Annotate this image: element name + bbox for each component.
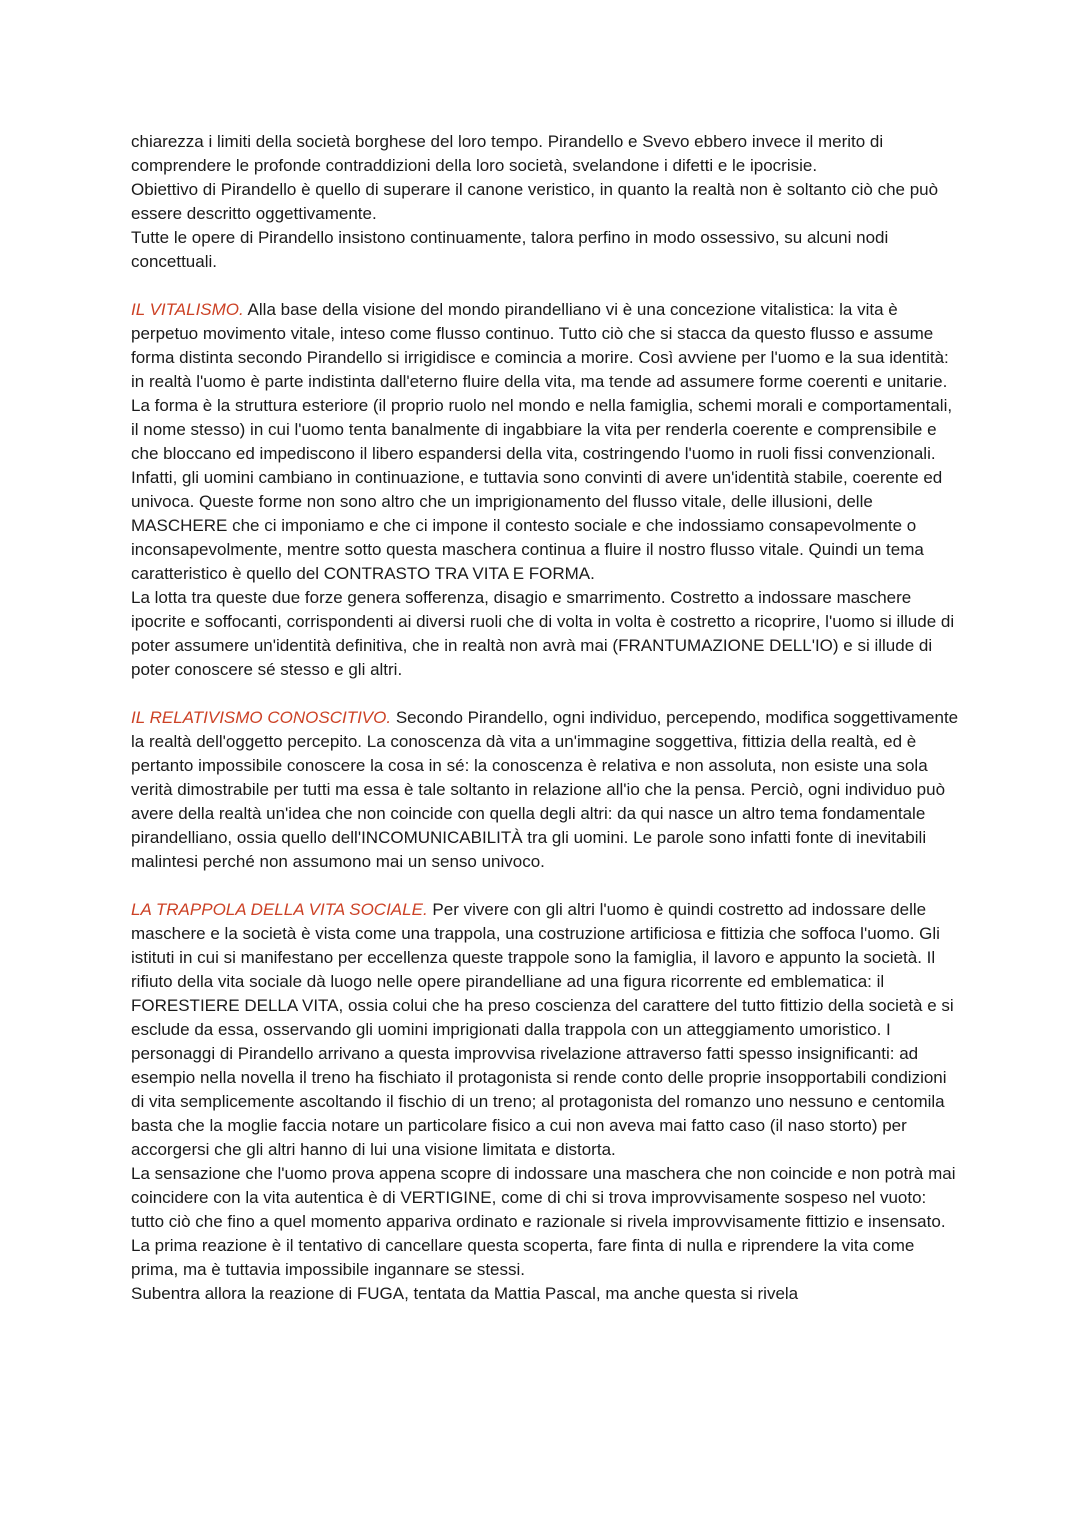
trappola-paragraph-2: La sensazione che l'uomo prova appena scopre di indossare una maschera che non coincide e non potrà mai coincidere con la vita autentica è di VERTIGINE, come di chi si trova improvvisamente sospeso nel vuoto: tutto ciò che fino a quel momento appariva ordinato e razionale si rivela improvvisamente fittizio e insensato. La prima reazione è il tentativo di cancellare questa scoperta, fare finta di nulla e riprendere la vita come prima, ma è tuttavia impossibile ingannare se stessi. (131, 1164, 956, 1279)
intro-section (131, 130, 961, 274)
vitalismo-section (131, 298, 961, 682)
trappola-paragraph-1 (131, 898, 961, 1162)
vitalismo-paragraph-1 (131, 298, 961, 586)
vitalismo-paragraph-2: La lotta tra queste due forze genera sofferenza, disagio e smarrimento. Costretto a indossare maschere ipocrite e soffocanti, corrispondenti ai diversi ruoli che di volta in volta è costretto a ricoprire, l'uomo si illude di poter assumere un'identità definitiva, che in realtà non avrà mai (FRANTUMAZIONE DELL'IO) e si illude di poter conoscere sé stesso e gli altri. (131, 588, 955, 679)
relativismo-heading: IL RELATIVISMO CONOSCITIVO. (131, 708, 392, 727)
intro-paragraph-1: chiarezza i limiti della società borghese del loro tempo. Pirandello e Svevo ebbero invece il merito di comprendere le profonde contraddizioni della loro società, svelandone i difetti e le ipocrisie. (131, 132, 884, 175)
relativismo-paragraph-1 (131, 706, 961, 874)
relativismo-section (131, 706, 961, 874)
intro-paragraph-2: Obiettivo di Pirandello è quello di superare il canone veristico, in quanto la realtà non è soltanto ciò che può essere descritto oggettivamente. (131, 180, 939, 223)
trappola-text-1: Per vivere con gli altri l'uomo è quindi costretto ad indossare delle maschere e la società è vista come una trappola, una costruzione artificiosa e fittizia che soffoca l'uomo. Gli istituti in cui si manifestano per eccellenza queste trappole sono la famiglia, il lavoro e appunto la società. Il rifiuto della vita sociale dà luogo nelle opere pirandelliane ad una figura ricorrente ed emblematica: il FORESTIERE DELLA VITA, ossia colui che ha preso coscienza del carattere del tutto fittizio della società e si esclude da essa, osservando gli uomini imprigionati dalla trappola con un atteggiamento umoristico. I personaggi di Pirandello arrivano a questa improvvisa rivelazione attraverso fatti spesso insignificanti: ad esempio nella novella il treno ha fischiato il protagonista si rende conto delle proprie insopportabili condizioni di vita semplicemente ascoltando il fischio di un treno; al protagonista del romanzo uno nessuno e centomila basta che la moglie faccia notare un particolare fisico a cui non aveva mai fatto caso (il naso storto) per accorgersi che gli altri hanno di lui una visione limitata e distorta. (131, 900, 954, 1159)
vitalismo-text-1: Alla base della visione del mondo pirandelliano vi è una concezione vitalistica: la vita è perpetuo movimento vitale, inteso come flusso continuo. Tutto ciò che si stacca da questo flusso e assume forma distinta secondo Pirandello si irrigidisce e comincia a morire. Così avviene per l'uomo e la sua identità: in realtà l'uomo è parte indistinta dall'eterno fluire della vita, ma tende ad assumere forme coerenti e unitarie. La forma è la struttura esteriore (il proprio ruolo nel mondo e nella famiglia, schemi morali e comportamentali, il nome stesso) in cui l'uomo tenta banalmente di ingabbiare la vita per renderla coerente e comprensibile e che bloccano ed impediscono il libero espandersi della vita, costringendo l'uomo in ruoli fissi convenzionali. Infatti, gli uomini cambiano in continuazione, e tuttavia sono convinti di avere un'identità stabile, coerente ed univoca. Queste forme non sono altro che un imprigionamento del flusso vitale, delle illusioni, delle MASCHERE che ci imponiamo e che ci impone il contesto sociale e che indossiamo consapevolmente o inconsapevolmente, mentre sotto questa maschera continua a fluire il nostro flusso vitale. Quindi un tema caratteristico è quello del CONTRASTO TRA VITA E FORMA. (131, 300, 953, 583)
trappola-section (131, 898, 961, 1306)
vitalismo-heading: IL VITALISMO. (131, 300, 244, 319)
relativismo-text-1: Secondo Pirandello, ogni individuo, percependo, modifica soggettivamente la realtà dell'oggetto percepito. La conoscenza dà vita a un'immagine soggettiva, fittizia della realtà, ed è pertanto impossibile conoscere la cosa in sé: la conoscenza è relativa e non assoluta, non esiste una sola verità dimostrabile per tutti ma essa è tale soltanto in relazione all'io che la pensa. Perciò, ogni individuo può avere della realtà un'idea che non coincide con quella degli altri: da qui nasce un altro tema fondamentale pirandelliano, ossia quello dell'INCOMUNICABILITÀ tra gli uomini. Le parole sono infatti fonte di inevitabili malintesi perché non assumono mai un senso univoco. (131, 708, 959, 871)
intro-paragraph-3: Tutte le opere di Pirandello insistono continuamente, talora perfino in modo ossessivo, su alcuni nodi concettuali. (131, 228, 889, 271)
trappola-heading: LA TRAPPOLA DELLA VITA SOCIALE. (131, 900, 428, 919)
document-page (131, 130, 961, 1330)
trappola-paragraph-3: Subentra allora la reazione di FUGA, tentata da Mattia Pascal, ma anche questa si rivela (131, 1284, 799, 1303)
